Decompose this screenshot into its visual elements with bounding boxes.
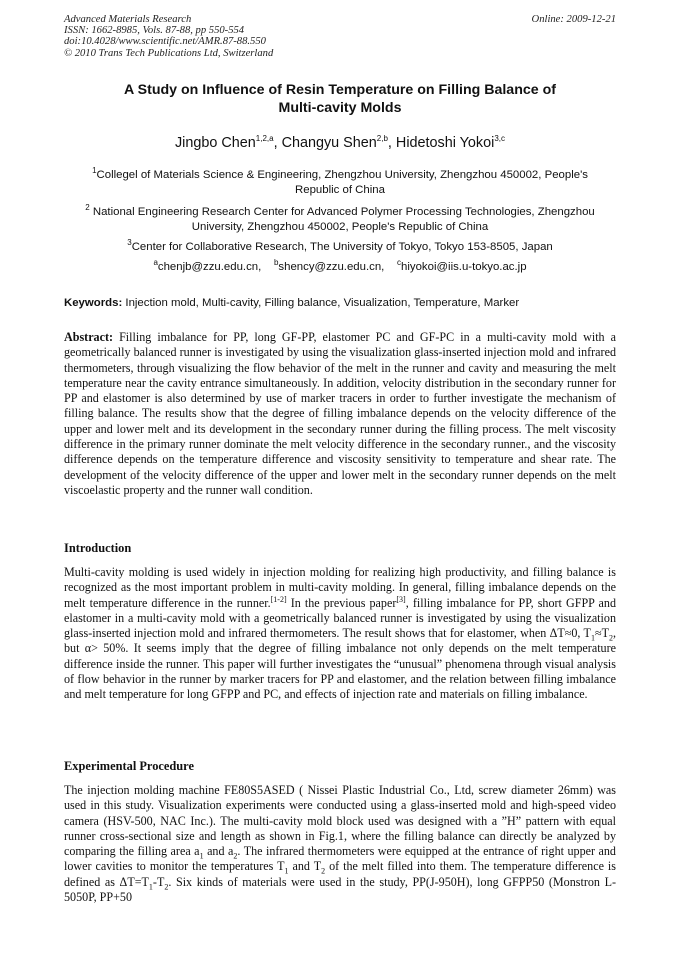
affiliation-text: National Engineering Research Center for Advanced Polymer Processing Technologies, Zhengzhou bbox=[89, 206, 595, 218]
subscript: 1 bbox=[148, 882, 153, 892]
author-1: Jingbo Chen bbox=[174, 135, 256, 151]
body-text: and a bbox=[203, 844, 234, 859]
subscript: 1 bbox=[590, 633, 595, 643]
journal-header bbox=[64, 14, 616, 59]
copyright-line: © 2010 Trans Tech Publications Ltd, Switzerland bbox=[64, 47, 274, 59]
body-text: , but α> 50%. It seems imply that the degree of filling imbalance not only depends on the melt temperature difference inside the runner. This paper will further investigates the “unusual” phenomena through visual analysis of flow behavior in the runner by marker tracers for PP and elastomer, and the relation between filling imbalance and melt temperature for long GFPP and PC, and effects of injection rate and materials on filling imbalance. bbox=[64, 626, 616, 702]
affiliation-marker: 2 bbox=[85, 203, 90, 213]
author-separator: , bbox=[273, 135, 282, 151]
email-marker: a bbox=[153, 258, 158, 268]
affiliation-2 bbox=[64, 205, 616, 236]
affiliation-text: Republic of China bbox=[295, 184, 385, 197]
email-marker: b bbox=[273, 258, 279, 268]
body-text: -T bbox=[152, 874, 165, 889]
email-c[interactable]: hiyokoi@iis.u-tokyo.ac.jp bbox=[401, 261, 527, 273]
body-text: of the melt filled into them. The temperature difference is defined as ΔT=T bbox=[64, 859, 616, 889]
email-a[interactable]: chenjb@zzu.edu.cn, bbox=[157, 261, 262, 273]
author-list bbox=[64, 133, 616, 153]
doi-line: doi:10.4028/www.scientific.net/AMR.87-88.550 bbox=[64, 36, 266, 48]
affiliation-text: Center for Collaborative Research, The University of Tokyo, Tokyo 153-8505, Japan bbox=[131, 241, 553, 253]
body-text: , filling imbalance for PP, short GFPP and elastomer in a multi-cavity mold with a geometrically balanced runner is investigated by using the visualization glass-inserted injection mold and infrared thermometers. The result shows that for elastomer, when ΔT≈0, T bbox=[64, 595, 617, 641]
issn-line: ISSN: 1662-8985, Vols. 87-88, pp 550-554 bbox=[64, 25, 245, 37]
author-2-affiliation: 2,b bbox=[376, 134, 388, 144]
subscript: 2 bbox=[233, 851, 238, 861]
author-3-affiliation: 3,c bbox=[494, 134, 506, 144]
affiliation-marker: 1 bbox=[92, 166, 97, 176]
keywords-label: Keywords: bbox=[64, 297, 123, 309]
keywords-text: Injection mold, Multi-cavity, Filling balance, Visualization, Temperature, Marker bbox=[122, 297, 520, 309]
title-line-2: Multi-cavity Molds bbox=[278, 100, 402, 116]
affiliation-marker: 3 bbox=[127, 238, 132, 248]
subscript: 2 bbox=[164, 882, 169, 892]
email-marker: c bbox=[397, 258, 402, 268]
subscript: 2 bbox=[321, 866, 326, 876]
abstract bbox=[64, 330, 616, 498]
body-text: . The infrared thermometers were equipped at the entrance of right upper and lower cavities to monitor the temperatures T bbox=[64, 844, 616, 874]
body-text: Multi-cavity molding is used widely in injection molding for realizing high productivity, and filling balance is recognized as the most important problem in multi-cavity molding. In general, filling imbalance depends on the melt temperature difference in the runner. bbox=[64, 565, 616, 610]
introduction-body bbox=[64, 565, 616, 703]
body-text: . Six kinds of materials were used in the study, PP(J-950H), long GFPP50 (Monstron L-5050P, PP+50 bbox=[64, 874, 616, 905]
author-1-affiliation: 1,2,a bbox=[255, 134, 274, 144]
affiliation-3 bbox=[64, 240, 616, 255]
subscript: 2 bbox=[608, 633, 613, 643]
citation: [3] bbox=[396, 594, 406, 604]
abstract-label: Abstract: bbox=[64, 330, 114, 344]
abstract-text: Filling imbalance for PP, long GF-PP, elastomer PC and GF-PC in a multi-cavity mold with a geometrically balanced runner is investigated by using the visualization glass-inserted injection mold and infrared thermometers, through visualizing the flow behavior of the melt in the runner and cavity and measuring the melt temperature near the cavity entrance simultaneously. In addition, velocity distribution in the secondary runner for PP and elastomer is also determined by use of marker tracers in order to further investigate the mechanism of filling balance. The results show that the degree of filling imbalance depends on the velocity difference of the upper and lower melt and its development in the secondary runner during the filling process. The melt viscosity difference in the primary runner dominate the melt velocity difference in the secondary runner., and the viscosity difference depends on the temperature difference and viscosity sensitivity to temperature and shear rate. The development of the velocity difference of the upper and lower melt in the secondary runner depends on the melt viscoelastic property and the runner wall condition. bbox=[64, 330, 616, 497]
journal-name: Advanced Materials Research bbox=[64, 14, 192, 25]
body-text: The injection molding machine FE80S5ASED ( Nissei Plastic Industrial Co., Ltd, screw diameter 26mm) was used in this study. Visualization experiments were conducted using a glass-inserted mold and high-speed video camera (HSV-500, NAC Inc.). The multi-cavity mold block used was designed with a ”H” pattern with equal runner cross-sectional size and length as shown in Fig.1, where the filling balance can directly be analyzed by comparing the filling area a bbox=[64, 783, 616, 859]
affiliation-1 bbox=[64, 168, 616, 199]
online-date: Online: 2009-12-21 bbox=[531, 14, 616, 25]
affiliation-text: University, Zhengzhou 450002, People's Republic of China bbox=[191, 221, 489, 234]
body-text: In the previous paper bbox=[286, 595, 397, 610]
author-3: Hidetoshi Yokoi bbox=[395, 135, 495, 151]
email-b[interactable]: shency@zzu.edu.cn, bbox=[278, 261, 385, 273]
affiliation-text: Collegel of Materials Science & Engineering, Zhengzhou University, Zhengzhou 450002, People's bbox=[96, 169, 588, 181]
author-separator: , bbox=[387, 135, 396, 151]
author-2: Changyu Shen bbox=[281, 135, 377, 151]
subscript: 1 bbox=[199, 851, 204, 861]
keywords bbox=[64, 296, 616, 311]
body-text: and T bbox=[288, 859, 322, 874]
citation: [1-2] bbox=[270, 594, 287, 604]
body-text: ≈T bbox=[594, 626, 609, 641]
experimental-heading: Experimental Procedure bbox=[64, 759, 194, 773]
introduction-heading: Introduction bbox=[64, 541, 132, 555]
email-list bbox=[64, 260, 616, 275]
experimental-body bbox=[64, 783, 616, 905]
subscript: 1 bbox=[284, 866, 289, 876]
title-line-1: A Study on Influence of Resin Temperature on Filling Balance of bbox=[124, 82, 556, 98]
paper-title bbox=[64, 81, 616, 117]
